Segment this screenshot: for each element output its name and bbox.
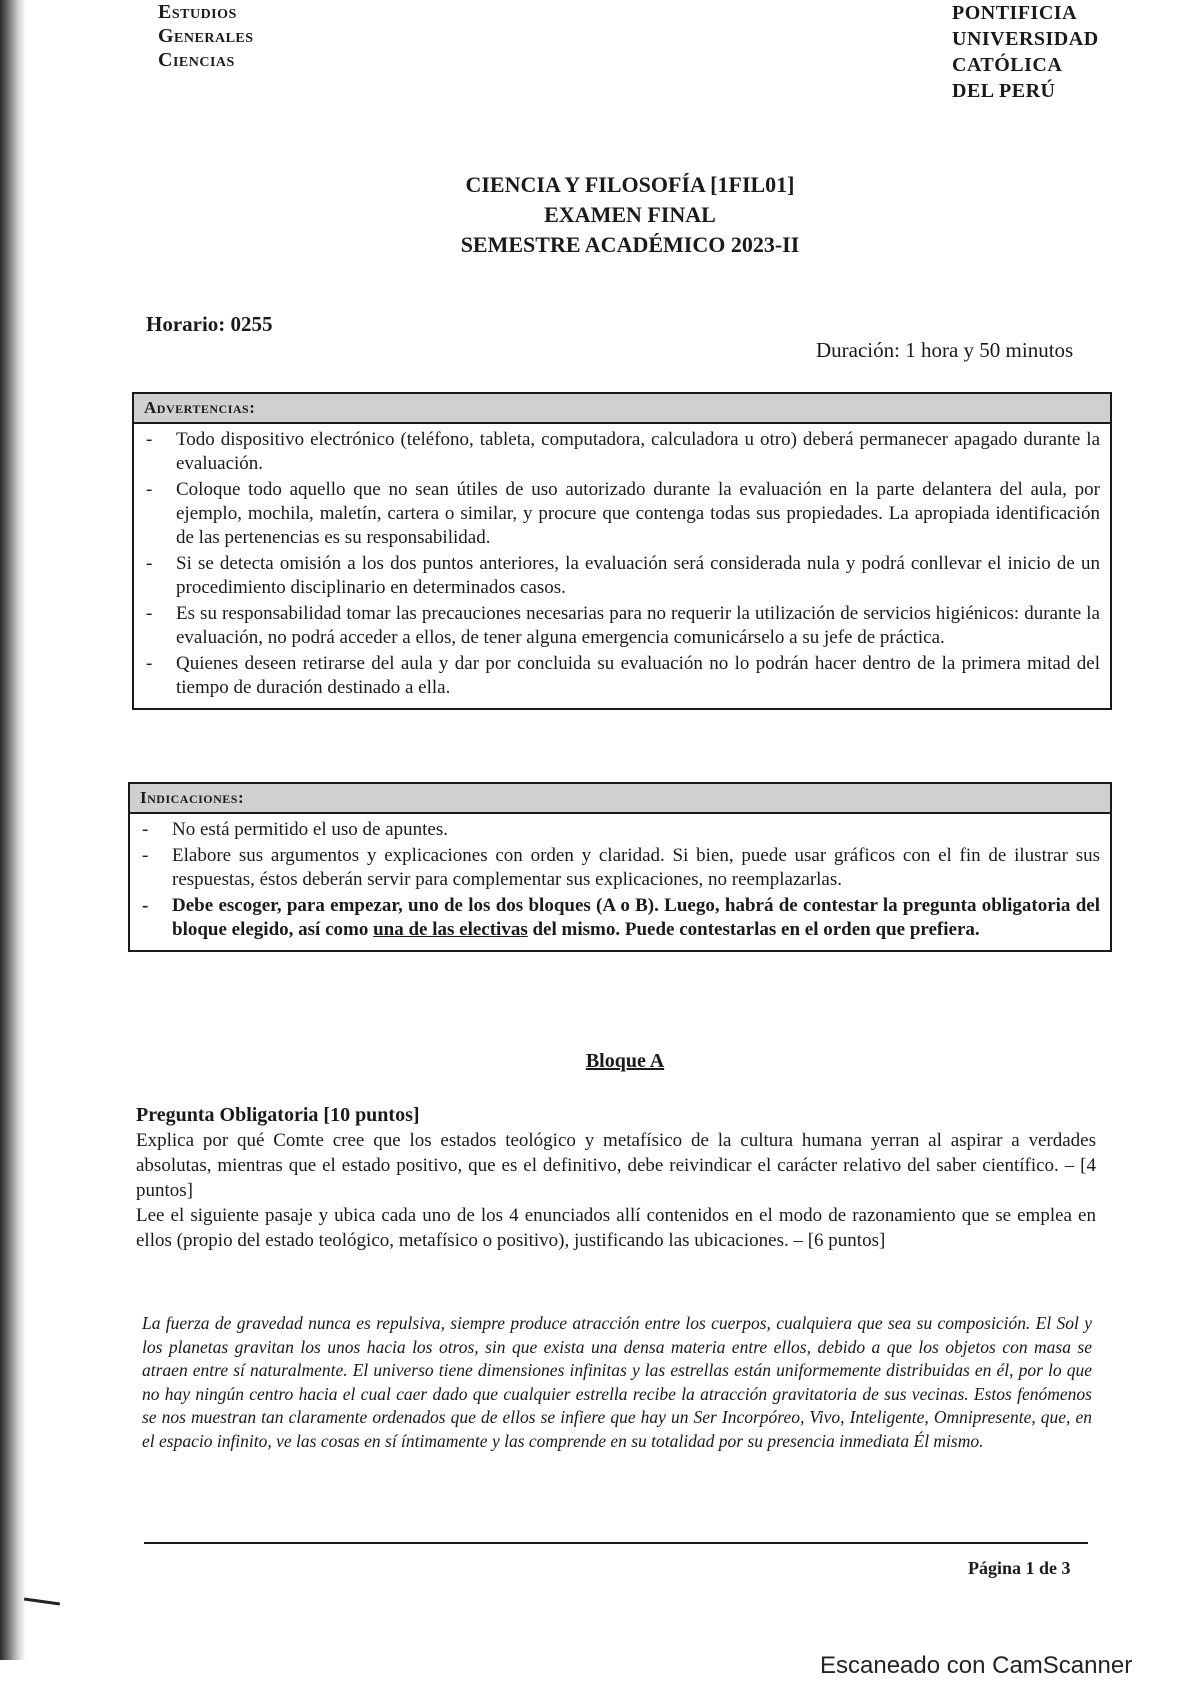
question-part-2: Lee el siguiente pasaje y ubica cada uno de los 4 enunciados allí contenidos en el modo de razonamiento que se emplea en ellos (propio del estado teológico, metafísico o positivo), justificando las ubicaciones. – [6 puntos]: [136, 1205, 1096, 1251]
header-right-line-1: PONTIFICIA: [952, 2, 1078, 24]
header-right-line-4: DEL PERÚ: [952, 80, 1056, 102]
warning-item: - Quienes deseen retirarse del aula y dar por concluida su evaluación no lo podrán hacer dentro de la primera mitad del tiempo de duración destinado a ella.: [146, 652, 1100, 700]
scan-binding-shadow: [0, 0, 26, 1660]
duration-label: Duración: 1 hora y 50 minutos: [816, 338, 1074, 362]
header-right-block: [952, 0, 1099, 104]
instruction-item: - No está permitido el uso de apuntes.: [142, 818, 1100, 842]
warnings-box: [132, 392, 1112, 710]
warnings-heading: Advertencias:: [134, 394, 1110, 424]
instructions-heading: Indicaciones:: [130, 784, 1110, 814]
semester: SEMESTRE ACADÉMICO 2023-II: [460, 232, 800, 257]
exam-title: [320, 170, 940, 260]
header-left-line-2: Generales: [158, 25, 254, 47]
instruction-item: - Elabore sus argumentos y explicaciones con orden y claridad. Si bien, puede usar gráficos con el fin de ilustrar sus respuestas, éstos deberán servir para complementar sus explicaciones, no reemplazarlas.: [142, 844, 1100, 892]
instructions-box: [128, 782, 1112, 952]
warning-item: - Coloque todo aquello que no sean útiles de uso autorizado durante la evaluación en la parte delantera del aula, por ejemplo, mochila, maletín, cartera o similar, y procure que contenga todas sus propiedades. La apropiada identificación de las pertenencias es su responsabilidad.: [146, 478, 1100, 550]
page-number: Página 1 de 3: [968, 1558, 1071, 1578]
warning-item: - Si se detecta omisión a los dos puntos anteriores, la evaluación será considerada nula y podrá conllevar el inicio de un procedimiento disciplinario en determinados casos.: [146, 552, 1100, 600]
scan-edge-mark: [24, 1598, 60, 1606]
warning-item: - Es su responsabilidad tomar las precauciones necesarias para no requerir la utilización de servicios higiénicos: durante la evaluación, no podrá acceder a ellos, de tener alguna emergencia comunicárselo a su jefe de práctica.: [146, 602, 1100, 650]
instruction-item-bold: [142, 894, 1100, 942]
header-left-line-1: Estudios: [158, 1, 237, 23]
quoted-passage: La fuerza de gravedad nunca es repulsiva, siempre produce atracción entre los cuerpos, cualquiera que sea su composición. El Sol y los planetas gravitan los unos hacia los otros, sin que exista una densa materia entre ellos, debido a que los objetos con masa se atraen entre sí naturalmente. El universo tiene dimensiones infinitas y las estrellas están uniformemente distribuidas en él, por lo que no hay ningún centro hacia el cual caer dado que cualquier estrella recibe la atracción gravitatoria de sus vecinas. Estos fenómenos se nos muestran tan claramente ordenados que de ellos se infiere que hay un Ser Incorpóreo, Vivo, Inteligente, Omnipresente, que, en el espacio infinito, ve las cosas en sí íntimamente y las comprende en su totalidad por su presencia inmediata Él mismo.: [142, 1313, 1092, 1451]
warnings-list: [134, 424, 1110, 708]
course-title: CIENCIA Y FILOSOFÍA [1FIL01]: [465, 172, 795, 197]
question-block: [136, 1102, 1096, 1253]
header-left-block: [158, 0, 254, 72]
block-a-title: Bloque A: [585, 1050, 665, 1072]
footer-divider: [144, 1542, 1088, 1544]
header-left-line-3: Ciencias: [158, 49, 235, 71]
question-title: Pregunta Obligatoria [10 puntos]: [136, 1104, 420, 1126]
exam-type: EXAMEN FINAL: [544, 202, 716, 227]
instruction-text: Debe escoger, para empezar, uno de los dos bloques (A o B). Luego, habrá de contestar la pregunta obligatoria del bloque elegido, así como: [172, 895, 1100, 940]
instruction-text: del mismo. Puede contestarlas en el orden que prefiera.: [527, 919, 980, 940]
schedule-label: Horario: 0255: [146, 312, 273, 336]
header-right-line-3: CATÓLICA: [952, 54, 1063, 76]
question-part-1: Explica por qué Comte cree que los estados teológico y metafísico de la cultura humana yerran al aspirar a verdades absolutas, mientras que el estado positivo, que es el definitivo, debe reivindicar el carácter relativo del saber científico. – [4 puntos]: [136, 1130, 1096, 1201]
instructions-list: [130, 814, 1110, 950]
scanner-watermark: Escaneado con CamScanner: [820, 1652, 1133, 1679]
warning-item: - Todo dispositivo electrónico (teléfono, tableta, computadora, calculadora u otro) deberá permanecer apagado durante la evaluación.: [146, 428, 1100, 476]
header-right-line-2: UNIVERSIDAD: [952, 28, 1099, 50]
instruction-underlined: una de las electivas: [373, 919, 528, 940]
